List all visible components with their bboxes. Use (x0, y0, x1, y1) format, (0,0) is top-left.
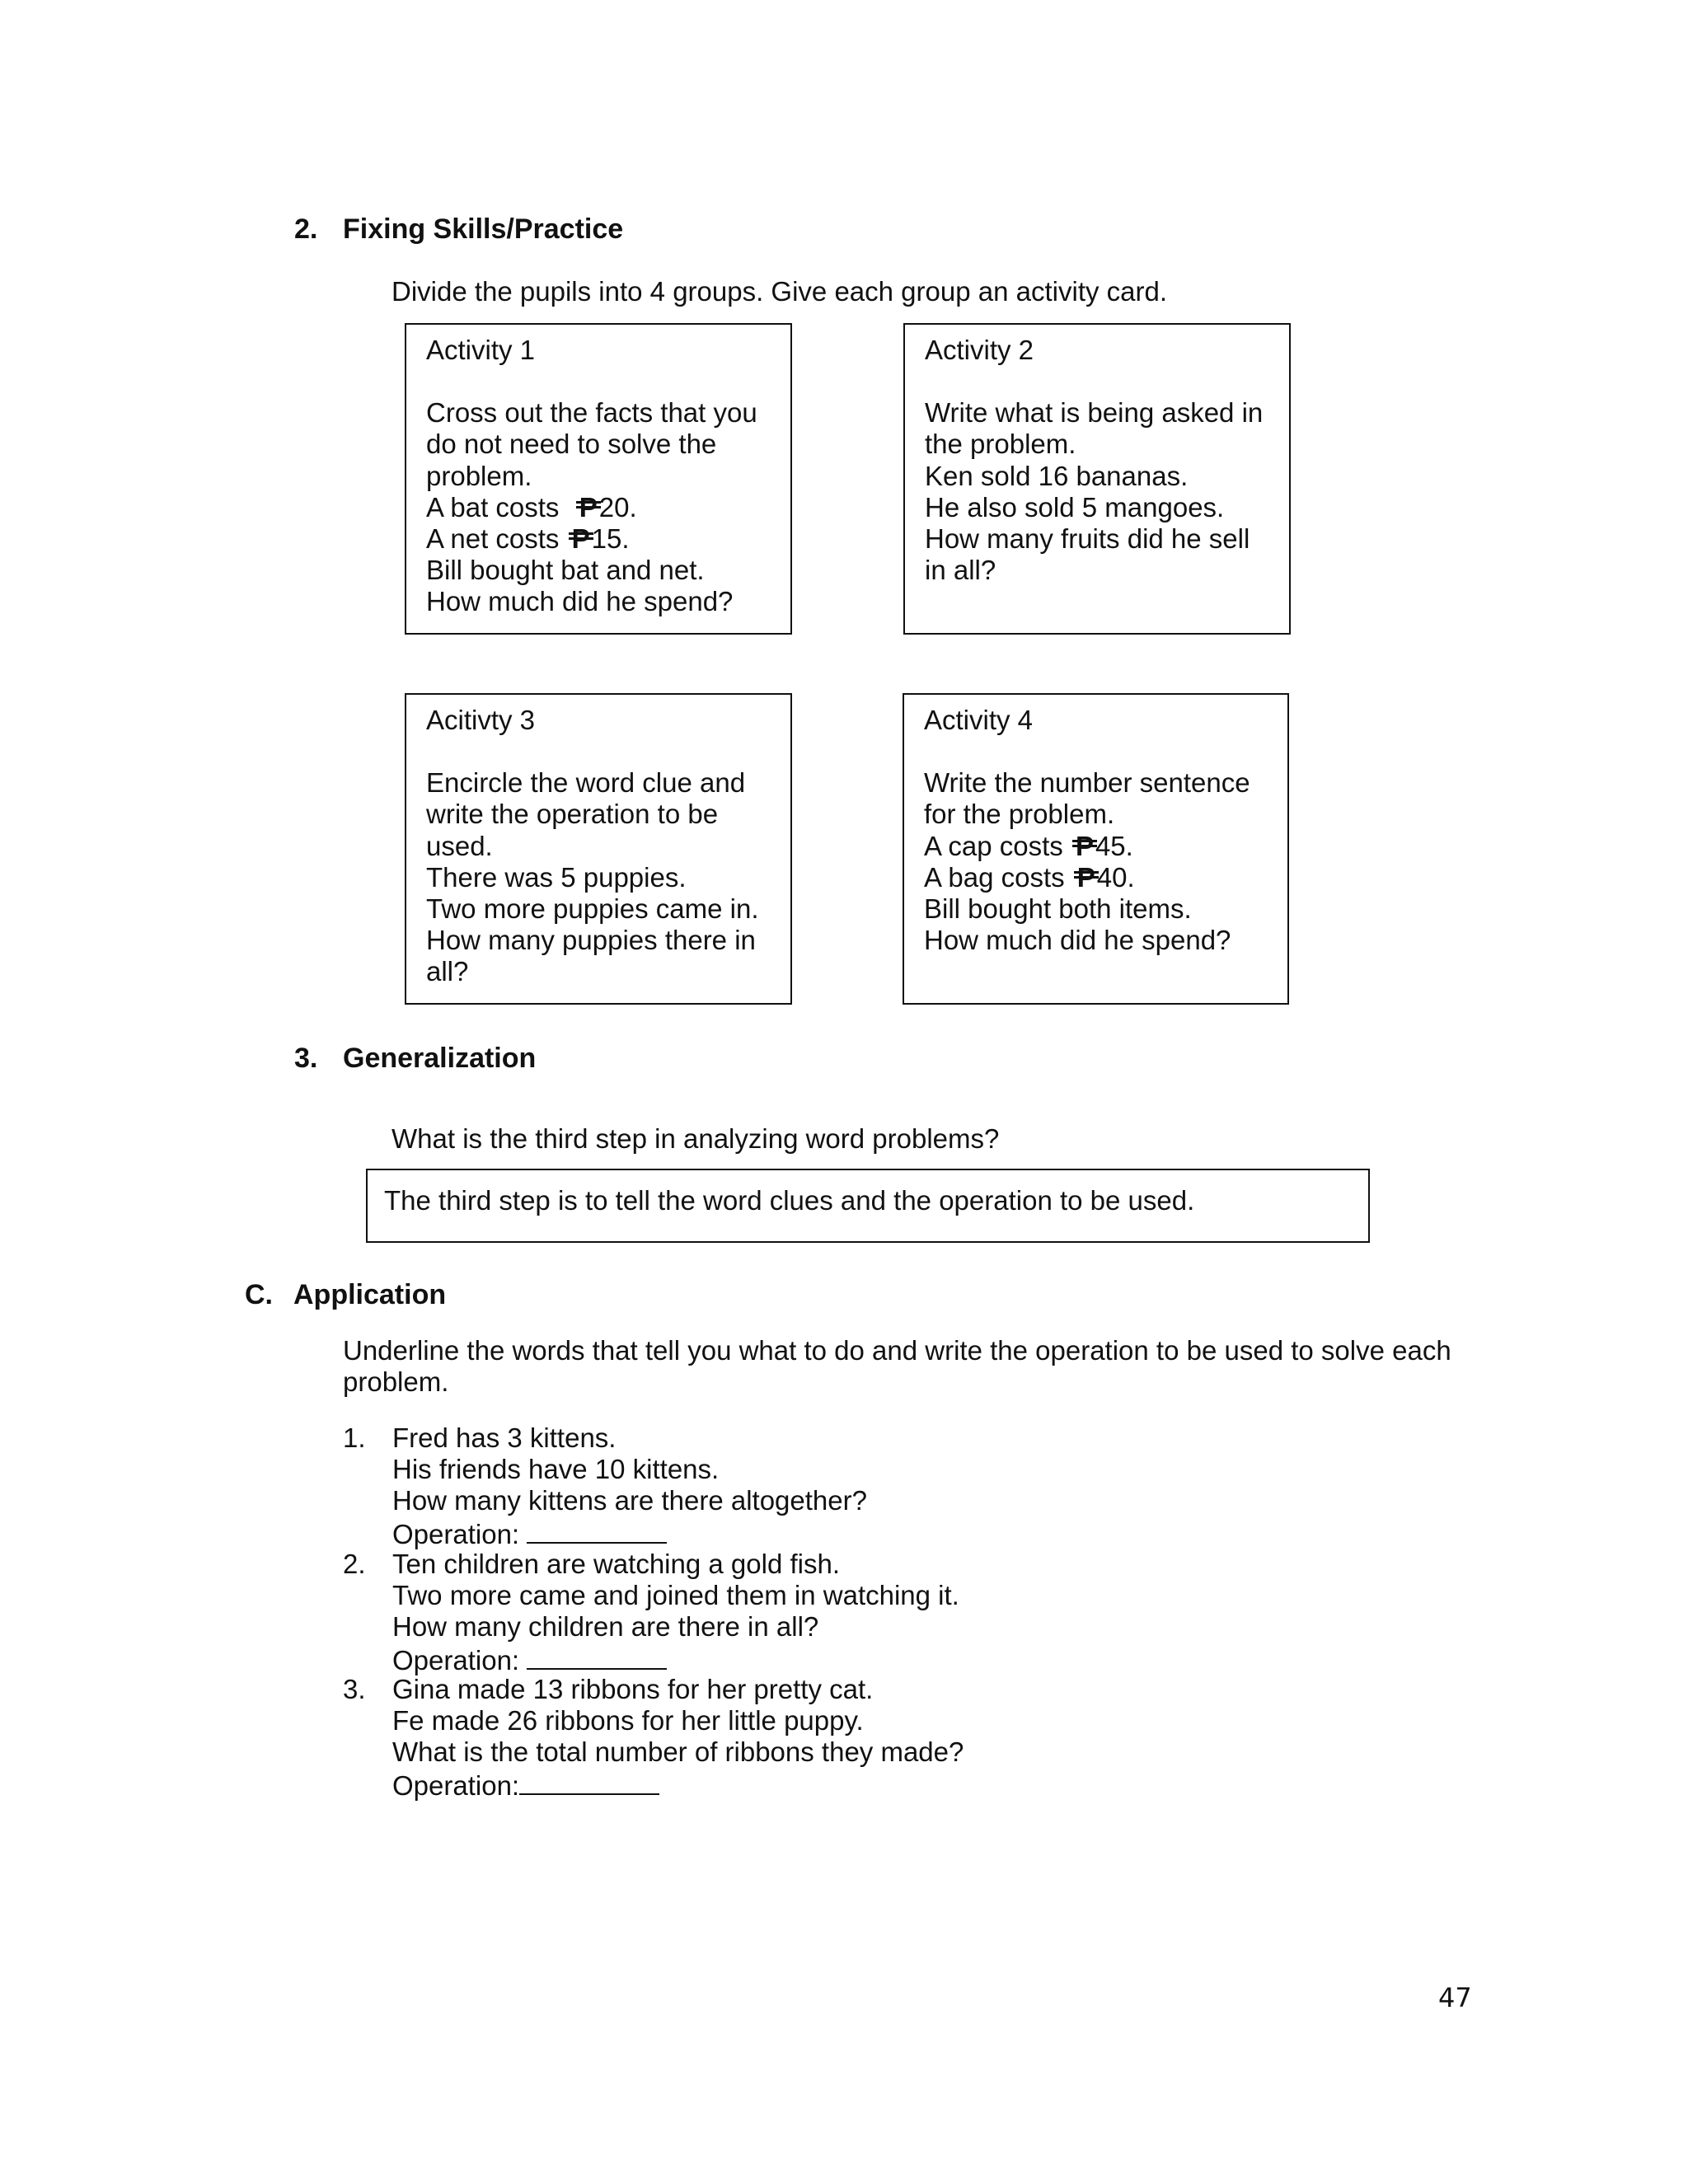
activity-text: A net costs P15. (426, 523, 630, 555)
activity-text: How much did he spend? (924, 925, 1231, 956)
problem-text: His friends have 10 kittens. (392, 1454, 720, 1485)
activity-text: used. (426, 830, 493, 861)
operation-line: Operation: (392, 1643, 959, 1676)
activity-text: Bill bought both items. (924, 893, 1192, 925)
activity-text: A cap costs P45. (924, 830, 1133, 861)
peso-sign-icon: P (571, 523, 590, 555)
section-title-fixing: Fixing Skills/Practice (343, 213, 624, 245)
activity-card-4 (903, 693, 1289, 1005)
activity-text: do not need to solve the (426, 429, 717, 460)
generalization-answer: The third step is to tell the word clues and the operation to be used. (384, 1185, 1195, 1216)
problem-number: 2. (343, 1549, 366, 1579)
operation-line: Operation: (392, 1517, 867, 1550)
section-number: 3. (294, 1043, 318, 1074)
generalization-answer-box (366, 1169, 1370, 1243)
activity-text: Ken sold 16 bananas. (925, 460, 1189, 491)
activity-text: How many fruits did he sell (925, 523, 1250, 555)
activity-card-3 (405, 693, 792, 1005)
peso-sign-icon: P (1076, 861, 1095, 893)
activity-text: How much did he spend? (426, 586, 734, 617)
activity-title: Activity 1 (426, 335, 536, 365)
activity-text: problem. (426, 460, 532, 491)
page-number: 47 (1438, 1982, 1472, 2013)
activity-text: Write what is being asked in (925, 397, 1264, 429)
activity-text: in all? (925, 555, 996, 586)
section-title-application: Application (293, 1279, 447, 1310)
activity-text: A bag costs P40. (924, 861, 1135, 893)
activity-text: Write the number sentence (924, 767, 1250, 799)
section-number: 2. (294, 213, 318, 245)
activity-text: for the problem. (924, 799, 1115, 830)
problem-text: Fe made 26 ribbons for her little puppy. (392, 1705, 864, 1736)
section-letter: C. (245, 1279, 273, 1310)
generalization-question: What is the third step in analyzing word problems? (392, 1123, 1000, 1154)
problem-text: How many kittens are there altogether? (392, 1485, 867, 1516)
activity-text: Encircle the word clue and (426, 767, 746, 799)
activity-text: Bill bought bat and net. (426, 555, 705, 586)
operation-blank[interactable] (527, 1643, 667, 1670)
activity-title: Activity 4 (924, 705, 1034, 735)
problem-text: Gina made 13 ribbons for her pretty cat. (392, 1674, 874, 1704)
activity-card-2 (903, 323, 1291, 635)
activity-text: the problem. (925, 429, 1076, 460)
problem-text: Two more came and joined them in watching it. (392, 1580, 959, 1611)
operation-blank[interactable] (527, 1517, 667, 1544)
problem-number: 1. (343, 1422, 366, 1453)
application-instruction: problem. (343, 1366, 449, 1397)
activity-text: He also sold 5 mangoes. (925, 491, 1225, 523)
problem-text: What is the total number of ribbons they made? (392, 1736, 964, 1768)
section-title-generalization: Generalization (343, 1043, 537, 1074)
problem-text: Fred has 3 kittens. (392, 1422, 617, 1453)
activity-text: Cross out the facts that you (426, 397, 757, 429)
activity-text: A bat costs P20. (426, 491, 637, 523)
activity-text: How many puppies there in (426, 925, 756, 956)
problem-text: How many children are there in all? (392, 1611, 819, 1643)
application-instruction: Underline the words that tell you what to do and write the operation to be used to solve each (343, 1335, 1451, 1366)
operation-line: Operation: (392, 1769, 964, 1802)
fixing-intro: Divide the pupils into 4 groups. Give each group an activity card. (392, 276, 1168, 307)
operation-blank[interactable] (519, 1769, 659, 1795)
problem-text: Ten children are watching a gold fish. (392, 1549, 840, 1579)
problem-number: 3. (343, 1674, 366, 1704)
activity-text: all? (426, 956, 469, 987)
activity-title: Activity 2 (925, 335, 1034, 365)
activity-title: Acitivty 3 (426, 705, 536, 735)
activity-text: There was 5 puppies. (426, 861, 687, 893)
activity-text: Two more puppies came in. (426, 893, 759, 925)
activity-card-1 (405, 323, 792, 635)
peso-sign-icon: P (1075, 830, 1094, 861)
activity-text: write the operation to be (426, 799, 719, 830)
peso-sign-icon: P (579, 491, 598, 523)
